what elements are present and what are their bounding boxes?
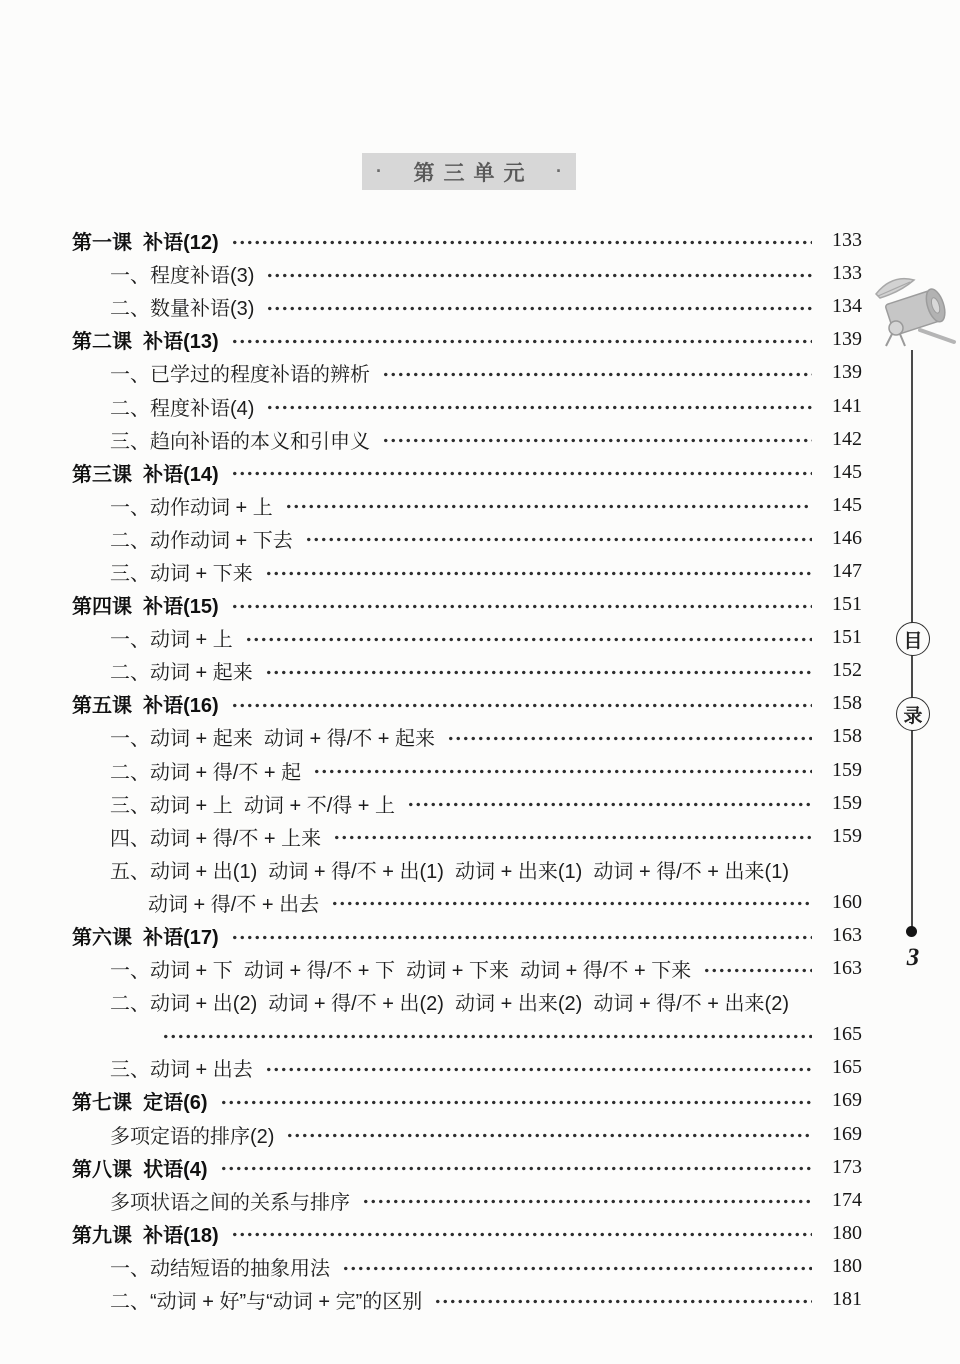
toc-entry: [72, 886, 862, 919]
toc-entry-label: 动词 + 得/不 + 出去: [148, 893, 320, 916]
dotted-leader: [285, 489, 812, 522]
toc-entry: [72, 654, 862, 687]
toc-entry-page-number: 158: [832, 725, 862, 748]
toc-entry: [72, 522, 862, 555]
toc-entry-page-number: 169: [832, 1122, 862, 1145]
unit-title: 第三单元: [413, 161, 534, 185]
toc-label-char-bottom: 录: [903, 705, 923, 727]
dotted-leader: [231, 1217, 812, 1250]
dotted-leader: [407, 787, 812, 820]
toc-entry-page-number: 152: [832, 659, 862, 682]
toc-entry-label: 多项定语的排序(2): [110, 1125, 275, 1148]
toc-entry-page-number: 145: [832, 460, 862, 483]
unit-header-right-dot: ·: [556, 161, 562, 181]
toc-entry: [72, 687, 862, 720]
toc-entry-page-number: 180: [832, 1221, 862, 1244]
dotted-leader: [220, 1151, 812, 1184]
toc-entry-page-number: 151: [832, 626, 862, 649]
toc-entry-page-number: 159: [832, 824, 862, 847]
toc-entry-label: 第八课 状语(4): [72, 1158, 208, 1181]
toc-label-circle-top: [896, 622, 930, 656]
dotted-leader: [231, 687, 812, 720]
toc-entry: [72, 423, 862, 456]
toc-entry-label: 二、程度补语(4): [110, 397, 255, 420]
toc-entry-page-number: 142: [832, 427, 862, 450]
unit-header-banner: [362, 153, 576, 190]
toc-entry-page-number: 169: [832, 1089, 862, 1112]
toc-entry-page-number: 139: [832, 361, 862, 384]
toc-entry: [72, 820, 862, 853]
dotted-leader: [265, 654, 812, 687]
toc-entry-label: 一、动词 + 起来 动词 + 得/不 + 起来: [110, 728, 436, 751]
toc-entry-label: 一、动结短语的抽象用法: [110, 1257, 330, 1280]
toc-entry: [72, 489, 862, 522]
toc-entry: [72, 1184, 862, 1217]
toc-entry: [72, 754, 862, 787]
toc-entry-label: 二、“动词 + 好”与“动词 + 完”的区别: [110, 1291, 423, 1314]
dotted-leader: [342, 1250, 812, 1283]
dotted-leader: [266, 257, 812, 290]
dotted-leader: [266, 389, 812, 422]
toc-entry: [72, 257, 862, 290]
toc-entry-label: 第九课 补语(18): [72, 1224, 219, 1247]
dotted-leader: [703, 952, 812, 985]
toc-entry-page-number: 180: [832, 1254, 862, 1277]
toc-entry: [72, 1018, 862, 1051]
dotted-leader: [265, 555, 812, 588]
toc-entry: [72, 290, 862, 323]
scroll-and-quill-icon: [870, 268, 958, 350]
toc-entry-label: 二、动作动词 + 下去: [110, 529, 293, 552]
toc-entry-page-number: 165: [832, 1023, 862, 1046]
toc-entry: [72, 1283, 862, 1316]
toc-entry: [72, 952, 862, 985]
toc-entry-label: 第一课 补语(12): [72, 232, 219, 255]
toc-entry: [72, 1118, 862, 1151]
dotted-leader: [162, 1018, 812, 1051]
toc-entry: [72, 621, 862, 654]
toc-entry: [72, 588, 862, 621]
toc-entry: [72, 1051, 862, 1084]
dotted-leader: [266, 290, 812, 323]
dotted-leader: [245, 621, 812, 654]
toc-entry: [72, 787, 862, 820]
toc-entry-page-number: 141: [832, 394, 862, 417]
toc-entry-page-number: 160: [832, 890, 862, 913]
dotted-leader: [331, 886, 812, 919]
dotted-leader: [231, 919, 812, 952]
toc-entry-page-number: 134: [832, 295, 862, 318]
toc-entry-label: 二、动词 + 出(2) 动词 + 得/不 + 出(2) 动词 + 出来(2) 动词 + 得/不 + 出来(2): [110, 993, 789, 1016]
dotted-leader: [447, 720, 812, 753]
dotted-leader: [382, 423, 812, 456]
toc-entry-page-number: 133: [832, 229, 862, 252]
toc-entry-page-number: 147: [832, 559, 862, 582]
toc-entry: [72, 224, 862, 257]
toc-entry: [72, 919, 862, 952]
toc-entry-label: 三、动词 + 出去: [110, 1059, 253, 1082]
toc-entry-label: 多项状语之间的关系与排序: [110, 1191, 350, 1214]
toc-entry-label: 三、趋向补语的本义和引申义: [110, 430, 370, 453]
toc-entry-label: 四、动词 + 得/不 + 上来: [110, 827, 322, 850]
dotted-leader: [231, 323, 812, 356]
toc-entry-page-number: 159: [832, 758, 862, 781]
toc-entry-page-number: 139: [832, 328, 862, 351]
toc-entry: [72, 555, 862, 588]
toc-entry: [72, 323, 862, 356]
toc-entry-label: 第四课 补语(15): [72, 596, 219, 619]
margin-rule-end-dot: [906, 926, 917, 937]
dotted-leader: [231, 224, 812, 257]
toc-entry-page-number: 173: [832, 1155, 862, 1178]
toc-entry-label: 第二课 补语(13): [72, 331, 219, 354]
toc-entry-page-number: 163: [832, 957, 862, 980]
toc-entry-label: 二、动词 + 起来: [110, 662, 253, 685]
toc-entry-label: 一、动作动词 + 上: [110, 496, 273, 519]
dotted-leader: [231, 456, 812, 489]
toc-entry-label: 三、动词 + 下来: [110, 562, 253, 585]
unit-header-left-dot: ·: [376, 161, 382, 181]
toc-label-char-top: 目: [903, 630, 923, 652]
toc-label-circle-bottom: [896, 697, 930, 731]
toc-entry: [72, 1217, 862, 1250]
toc-entry: [72, 1151, 862, 1184]
toc-entry: [72, 389, 862, 422]
toc-entry-page-number: 163: [832, 924, 862, 947]
toc-entry-page-number: 145: [832, 493, 862, 516]
dotted-leader: [265, 1051, 812, 1084]
toc-entry-page-number: 165: [832, 1056, 862, 1079]
dotted-leader: [305, 522, 812, 555]
toc-entry-page-number: 158: [832, 692, 862, 715]
toc-entry-label: 第七课 定语(6): [72, 1092, 208, 1115]
dotted-leader: [333, 820, 812, 853]
toc-entry: [72, 720, 862, 753]
toc-entry-label: 五、动词 + 出(1) 动词 + 得/不 + 出(1) 动词 + 出来(1) 动词 + 得/不 + 出来(1): [110, 860, 789, 883]
toc-entry: [72, 853, 862, 886]
toc-entry-label: 一、程度补语(3): [110, 265, 255, 288]
toc-entry: [72, 1084, 862, 1117]
toc-entry-page-number: 151: [832, 593, 862, 616]
toc-entry-page-number: 133: [832, 262, 862, 285]
toc-entry-label: 三、动词 + 上 动词 + 不/得 + 上: [110, 794, 396, 817]
dotted-leader: [434, 1283, 812, 1316]
toc-entry: [72, 456, 862, 489]
dotted-leader: [231, 588, 812, 621]
folio-page-number: 3: [906, 944, 920, 971]
toc-entry-label: 一、已学过的程度补语的辨析: [110, 364, 370, 387]
toc-entry-label: 一、动词 + 上: [110, 629, 233, 652]
toc-entry-label: 第六课 补语(17): [72, 927, 219, 950]
dotted-leader: [382, 356, 812, 389]
dotted-leader: [286, 1118, 812, 1151]
toc-entry-label: 二、数量补语(3): [110, 298, 255, 321]
toc-list: [72, 224, 862, 1316]
toc-entry-label: 一、动词 + 下 动词 + 得/不 + 下 动词 + 下来 动词 + 得/不 + 下来: [110, 960, 692, 983]
toc-entry-label: 第三课 补语(14): [72, 463, 219, 486]
toc-entry-page-number: 174: [832, 1188, 862, 1211]
dotted-leader: [313, 754, 812, 787]
toc-entry-label: 二、动词 + 得/不 + 起: [110, 761, 302, 784]
toc-entry-page-number: 181: [832, 1288, 862, 1311]
dotted-leader: [220, 1084, 812, 1117]
toc-entry: [72, 1250, 862, 1283]
toc-entry: [72, 985, 862, 1018]
toc-entry: [72, 356, 862, 389]
toc-entry-page-number: 146: [832, 526, 862, 549]
dotted-leader: [362, 1184, 812, 1217]
toc-entry-label: 第五课 补语(16): [72, 695, 219, 718]
toc-entry-page-number: 159: [832, 791, 862, 814]
